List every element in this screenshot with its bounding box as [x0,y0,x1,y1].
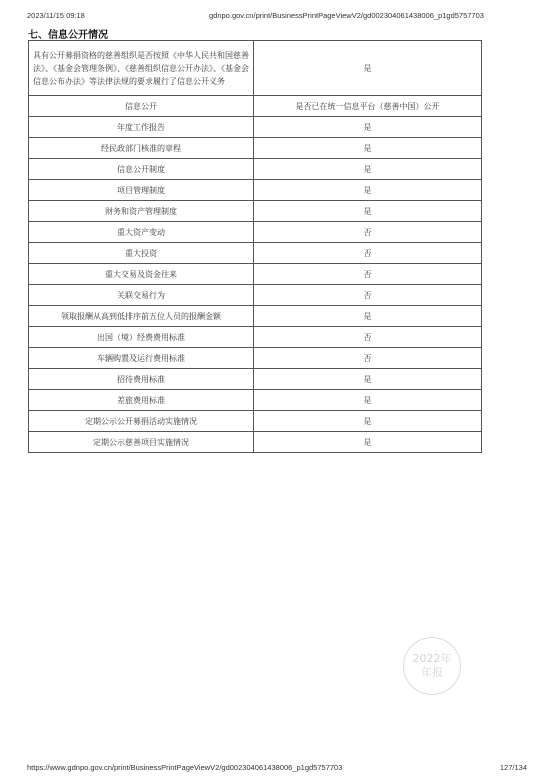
disclosure-table-container [28,40,481,453]
page-number: 127/134 [499,763,527,772]
table-row [29,348,482,369]
table-row [29,222,482,243]
row-item: 项目管理制度 [29,180,254,201]
table-row [29,117,482,138]
section-title: 七、信息公开情况 [28,30,108,41]
print-url: gdnpo.gov.cn/print/BusinessPrintPageViewV2/gd002304061438006_p1gd5757703 [209,11,484,20]
row-item: 差旅费用标准 [29,390,254,411]
intro-question: 具有公开募捐资格的慈善组织是否按照《中华人民共和国慈善法》、《基金会管理条例》、《慈善组织信息公开办法》、《基金会信息公布办法》等法律法规的要求履行了信息公开义务 [29,41,254,96]
row-item: 出国（境）经费费用标准 [29,327,254,348]
row-item: 关联交易行为 [29,285,254,306]
row-status: 是 [254,180,482,201]
table-row [29,264,482,285]
row-item: 重大交易及资金往来 [29,264,254,285]
row-item: 定期公示公开募捐活动实施情况 [29,411,254,432]
table-row [29,432,482,453]
watermark-label: 年报 [421,666,443,679]
table-row [29,243,482,264]
row-item: 领取报酬从高到低排序前五位人员的报酬金额 [29,306,254,327]
row-status: 是 [254,432,482,453]
watermark-year: 2022年 [412,652,452,665]
intro-row [29,41,482,96]
row-status: 否 [254,264,482,285]
row-status: 否 [254,243,482,264]
row-item: 信息公开制度 [29,159,254,180]
annual-report-watermark [403,637,461,695]
row-status: 是 [254,369,482,390]
row-status: 否 [254,327,482,348]
footer-url: https://www.gdnpo.gov.cn/print/BusinessPrintPageViewV2/gd002304061438006_p1gd5757703 [27,763,343,772]
table-row [29,327,482,348]
row-status: 是 [254,411,482,432]
row-status: 是 [254,159,482,180]
column-header-status: 是否已在统一信息平台（慈善中国）公开 [254,96,482,117]
table-row [29,180,482,201]
row-status: 否 [254,285,482,306]
print-datetime: 2023/11/15 09:18 [27,11,85,20]
row-item: 重大投资 [29,243,254,264]
row-status: 否 [254,348,482,369]
column-header-item: 信息公开 [29,96,254,117]
row-item: 年度工作报告 [29,117,254,138]
table-row [29,285,482,306]
table-row [29,390,482,411]
table-row [29,159,482,180]
intro-answer: 是 [254,41,482,96]
row-item: 车辆购置及运行费用标准 [29,348,254,369]
row-status: 否 [254,222,482,243]
row-status: 是 [254,138,482,159]
row-item: 经民政部门核准的章程 [29,138,254,159]
row-status: 是 [254,201,482,222]
row-item: 定期公示慈善项目实施情况 [29,432,254,453]
row-item: 重大资产变动 [29,222,254,243]
table-row [29,306,482,327]
row-item: 招待费用标准 [29,369,254,390]
row-status: 是 [254,306,482,327]
table-row [29,411,482,432]
row-status: 是 [254,390,482,411]
header-row [29,96,482,117]
table-row [29,369,482,390]
table-row [29,138,482,159]
row-status: 是 [254,117,482,138]
disclosure-table [28,40,482,453]
table-row [29,201,482,222]
row-item: 财务和资产管理制度 [29,201,254,222]
